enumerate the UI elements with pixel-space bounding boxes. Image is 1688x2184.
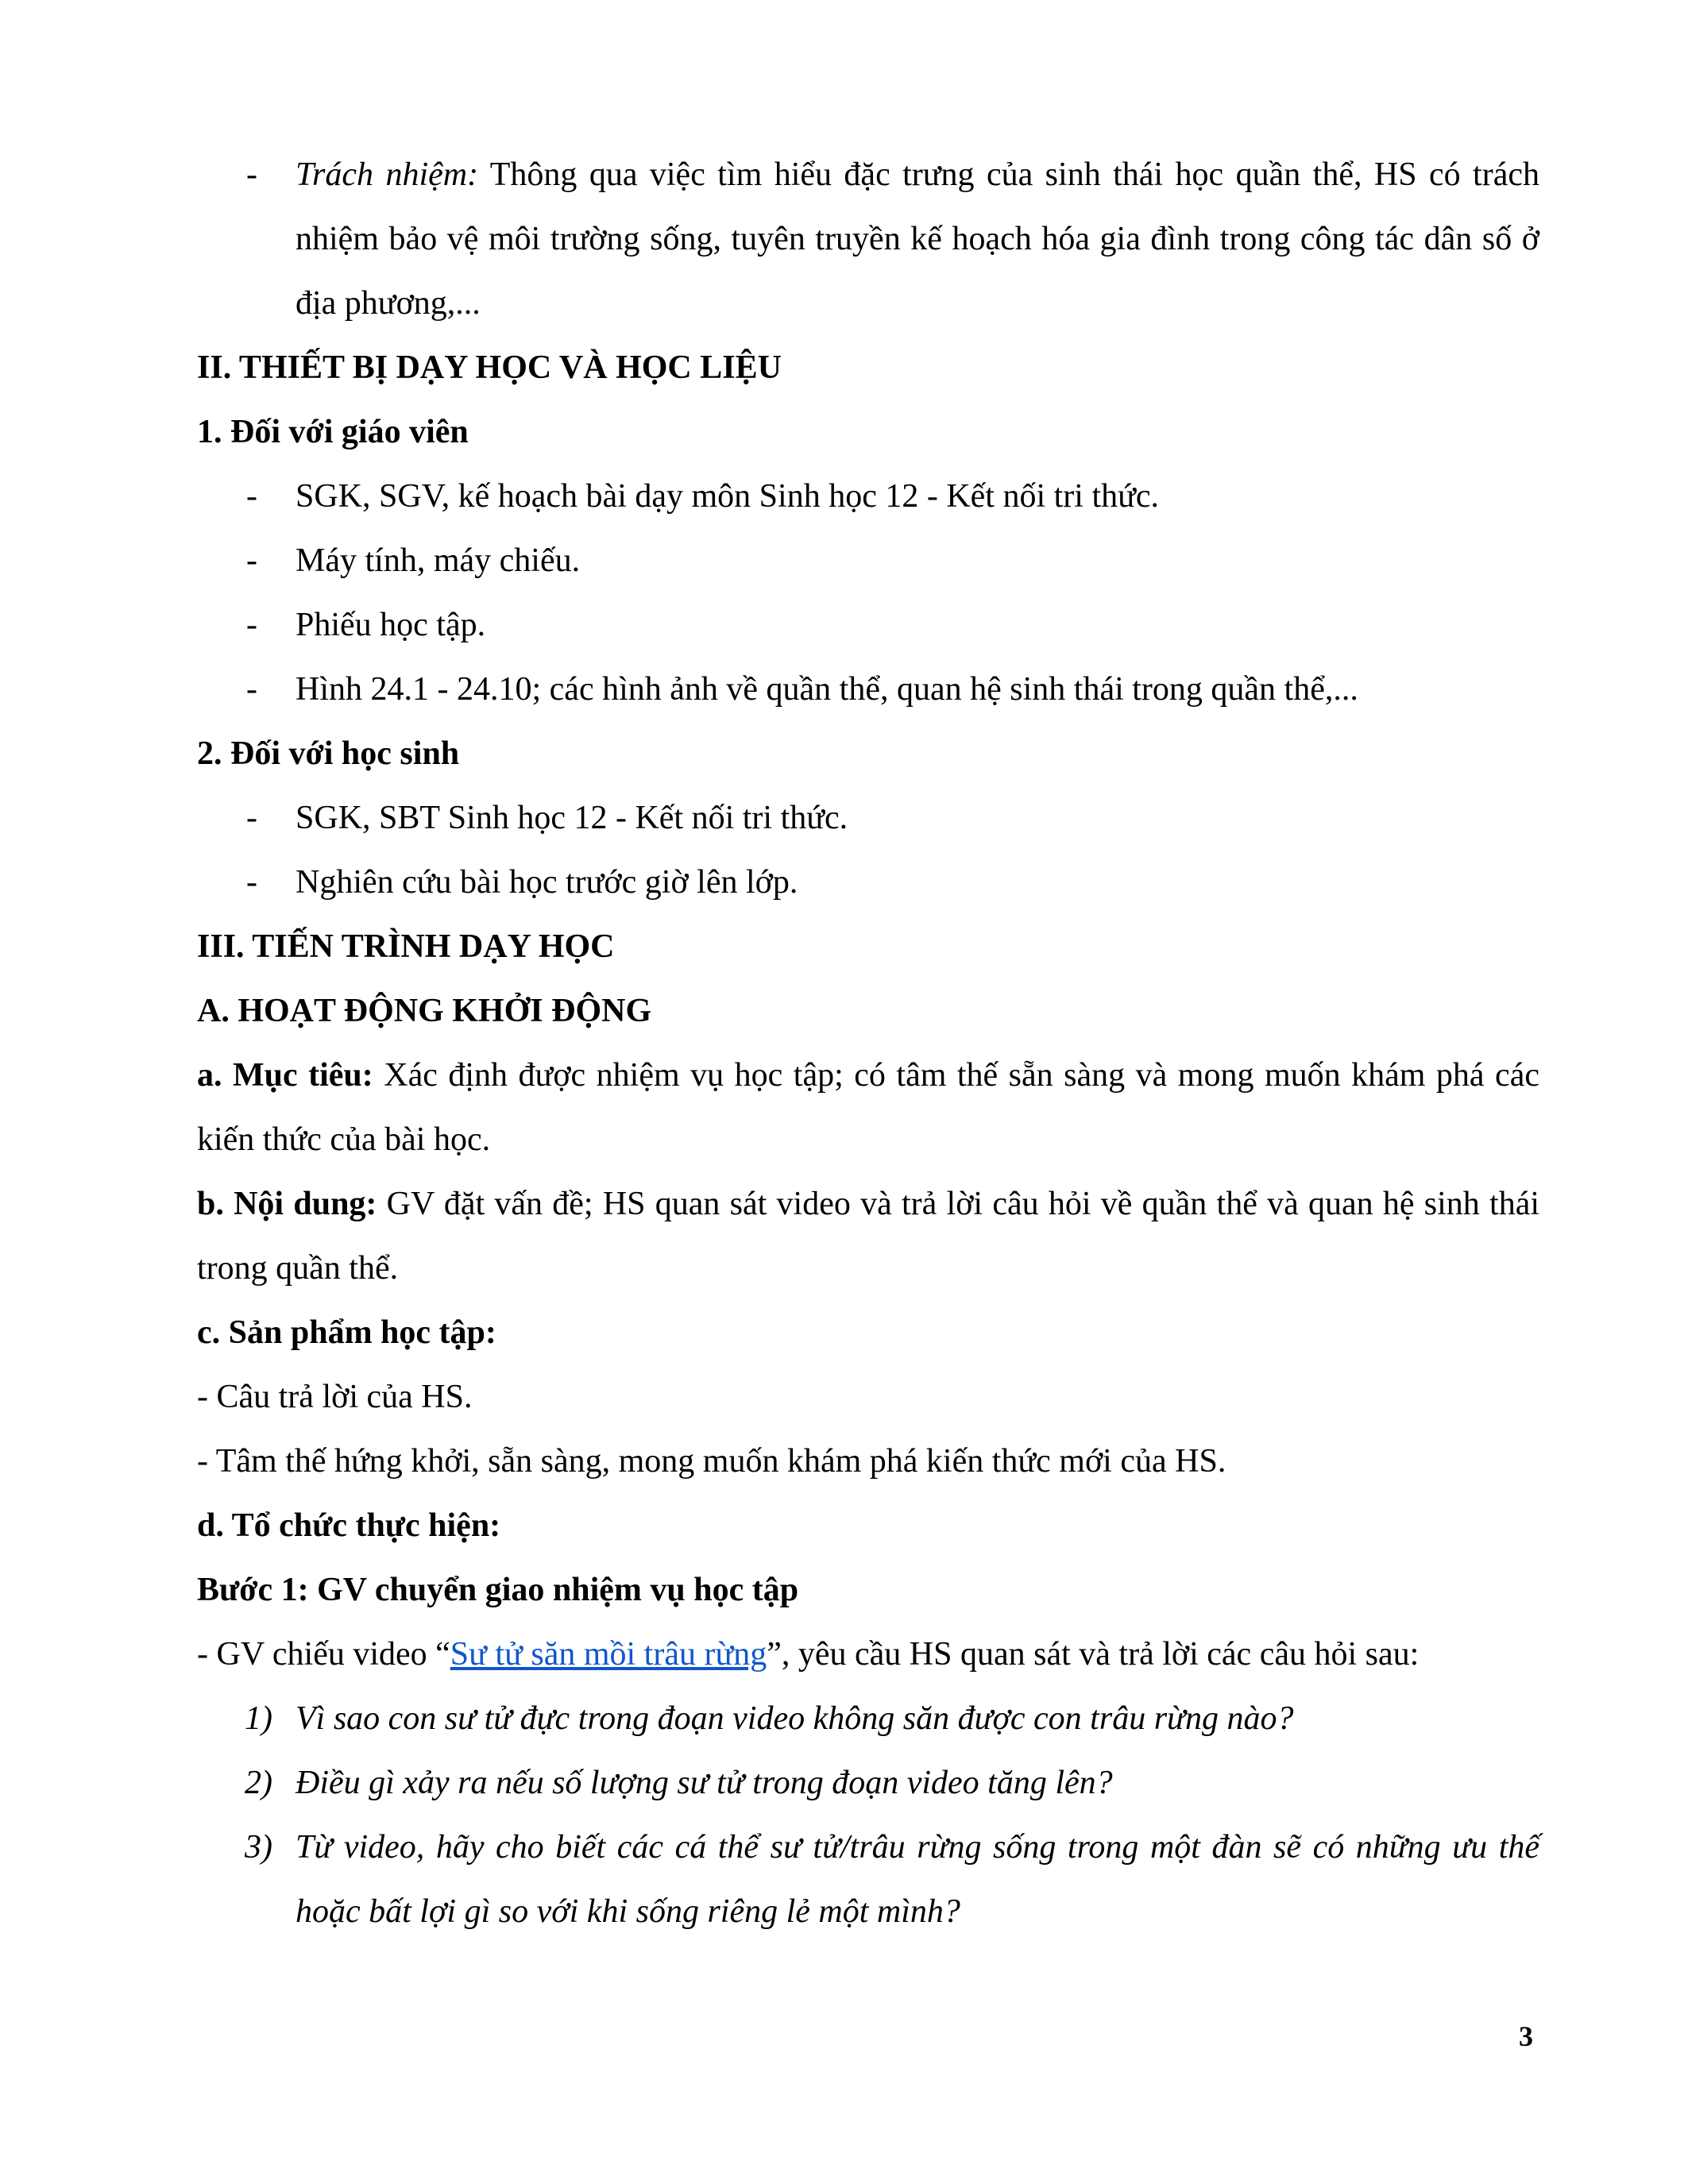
list-item-text: Nghiên cứu bài học trước giờ lên lớp.: [295, 864, 798, 901]
list-item: [197, 851, 1539, 915]
list-item-text: Hình 24.1 - 24.10; các hình ảnh về quần thể, quan hệ sinh thái trong quần thể,...: [295, 671, 1358, 708]
list-item-text: SGK, SGV, kế hoạch bài dạy môn Sinh học 12 - Kết nối tri thức.: [295, 478, 1160, 515]
step1-intro-after: ”, yêu cầu HS quan sát và trả lời các câu hỏi sau:: [767, 1636, 1420, 1673]
step1-intro-before: - GV chiếu video “: [197, 1636, 450, 1673]
question-text: Điều gì xảy ra nếu số lượng sư tử trong đoạn video tăng lên?: [295, 1765, 1113, 1801]
step1-intro: [197, 1623, 1539, 1687]
section-title-equipment: II. THIẾT BỊ DẠY HỌC VÀ HỌC LIỆU: [197, 349, 782, 386]
bullet-dash: -: [246, 800, 257, 836]
product-label: c. Sản phẩm học tập:: [197, 1314, 496, 1351]
product-item: - Câu trả lời của HS.: [197, 1379, 473, 1415]
bullet-dash: -: [246, 671, 257, 708]
content-paragraph: [197, 1172, 1539, 1301]
bullet-dash: -: [246, 478, 257, 515]
responsibility-text: Thông qua việc tìm hiểu đặc trưng của sinh thái học quần thể, HS có trách nhiệm bảo vệ môi trường sống, tuyên truyền kế hoạch hóa gia đình trong công tác dân số ở địa phương,...: [295, 156, 1539, 322]
bullet-dash: -: [246, 542, 257, 579]
question-item: [197, 1815, 1539, 1944]
objective-text: Xác định được nhiệm vụ học tập; có tâm thế sẵn sàng và mong muốn khám phá các kiến thức của bài học.: [197, 1057, 1539, 1158]
question-item: [197, 1751, 1539, 1815]
question-text: Vì sao con sư tử đực trong đoạn video không săn được con trâu rừng nào?: [295, 1700, 1294, 1737]
question-number: 1): [245, 1700, 272, 1737]
subsection-title-teacher: 1. Đối với giáo viên: [197, 414, 469, 450]
bullet-dash: -: [246, 864, 257, 901]
activity-title: A. HOẠT ĐỘNG KHỞI ĐỘNG: [197, 993, 652, 1029]
page-content: [197, 143, 1539, 1944]
page-number: 3: [1519, 2020, 1533, 2052]
subsection-title-student: 2. Đối với học sinh: [197, 735, 460, 772]
content-label: b. Nội dung:: [197, 1186, 377, 1222]
list-item: [197, 593, 1539, 658]
list-item: [197, 465, 1539, 529]
objective-paragraph: [197, 1044, 1539, 1172]
list-item: [197, 658, 1539, 722]
question-number: 2): [245, 1765, 272, 1801]
question-item: [197, 1687, 1539, 1751]
list-item-text: Phiếu học tập.: [295, 607, 486, 643]
list-item: [197, 529, 1539, 593]
responsibility-item: [197, 143, 1539, 336]
list-item-text: Máy tính, máy chiếu.: [295, 542, 581, 579]
list-item-text: SGK, SBT Sinh học 12 - Kết nối tri thức.: [295, 800, 848, 836]
content-text: GV đặt vấn đề; HS quan sát video và trả lời câu hỏi về quần thể và quan hệ sinh thái trong quần thể.: [197, 1186, 1539, 1287]
section-title-process: III. TIẾN TRÌNH DẠY HỌC: [197, 928, 615, 965]
bullet-dash: -: [246, 156, 257, 193]
objective-label: a. Mục tiêu:: [197, 1057, 373, 1094]
responsibility-label: Trách nhiệm:: [295, 156, 479, 193]
video-link[interactable]: Sư tử săn mồi trâu rừng: [450, 1636, 767, 1673]
organization-label: d. Tổ chức thực hiện:: [197, 1507, 501, 1544]
list-item: [197, 786, 1539, 851]
product-item: - Tâm thế hứng khởi, sẵn sàng, mong muốn khám phá kiến thức mới của HS.: [197, 1443, 1226, 1480]
step1-title: Bước 1: GV chuyển giao nhiệm vụ học tập: [197, 1572, 799, 1608]
question-text: Từ video, hãy cho biết các cá thể sư tử/trâu rừng sống trong một đàn sẽ có những ưu thế hoặc bất lợi gì so với khi sống riêng lẻ một mình?: [295, 1829, 1539, 1930]
question-number: 3): [245, 1829, 272, 1866]
bullet-dash: -: [246, 607, 257, 643]
